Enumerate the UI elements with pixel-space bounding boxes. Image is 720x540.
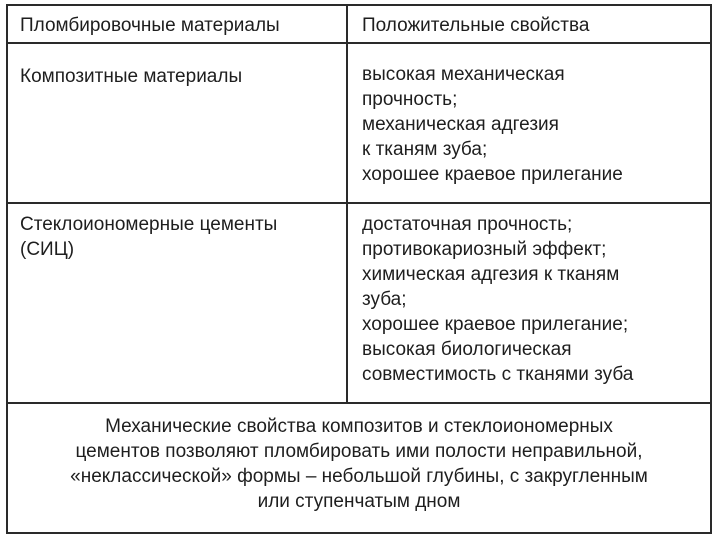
property-line: достаточная прочность; bbox=[362, 214, 573, 235]
property-line: химическая адгезия к тканям bbox=[362, 264, 620, 285]
material-cell bbox=[8, 44, 348, 202]
note-line: цементов позволяют пломбировать ими полости неправильной, bbox=[75, 441, 643, 462]
property-line: противокариозный эффект; bbox=[362, 239, 607, 260]
note-line: или ступенчатым дном bbox=[257, 491, 461, 512]
table-note-row bbox=[8, 404, 710, 532]
property-line: хорошее краевое прилегание bbox=[362, 164, 623, 185]
header-properties bbox=[348, 6, 710, 42]
material-name: Стеклоиономерные цементы bbox=[20, 214, 278, 235]
table-row-composites bbox=[8, 44, 710, 204]
note-line: «неклассической» формы – небольшой глубины, с закругленным bbox=[70, 466, 648, 487]
material-abbreviation: (СИЦ) bbox=[20, 239, 75, 260]
property-line: механическая адгезия bbox=[362, 114, 559, 135]
materials-table bbox=[6, 4, 712, 534]
header-materials-label: Пломбировочные материалы bbox=[20, 15, 280, 36]
property-line: зуба; bbox=[362, 289, 407, 310]
table-header-row bbox=[8, 6, 710, 44]
properties-cell bbox=[348, 44, 710, 202]
note-text bbox=[8, 414, 710, 514]
property-line: прочность; bbox=[362, 89, 458, 110]
property-line: к тканям зуба; bbox=[362, 139, 488, 160]
property-line: совместимость с тканями зуба bbox=[362, 364, 634, 385]
header-materials bbox=[8, 6, 348, 42]
property-line: высокая биологическая bbox=[362, 339, 572, 360]
header-properties-label: Положительные свойства bbox=[362, 15, 590, 36]
table-row-glass-ionomer bbox=[8, 204, 710, 404]
property-line: высокая механическая bbox=[362, 64, 565, 85]
material-cell bbox=[8, 204, 348, 402]
property-line: хорошее краевое прилегание; bbox=[362, 314, 629, 335]
properties-cell bbox=[348, 204, 710, 402]
note-line: Механические свойства композитов и стеклоиономерных bbox=[105, 416, 613, 437]
material-name: Композитные материалы bbox=[20, 66, 243, 87]
